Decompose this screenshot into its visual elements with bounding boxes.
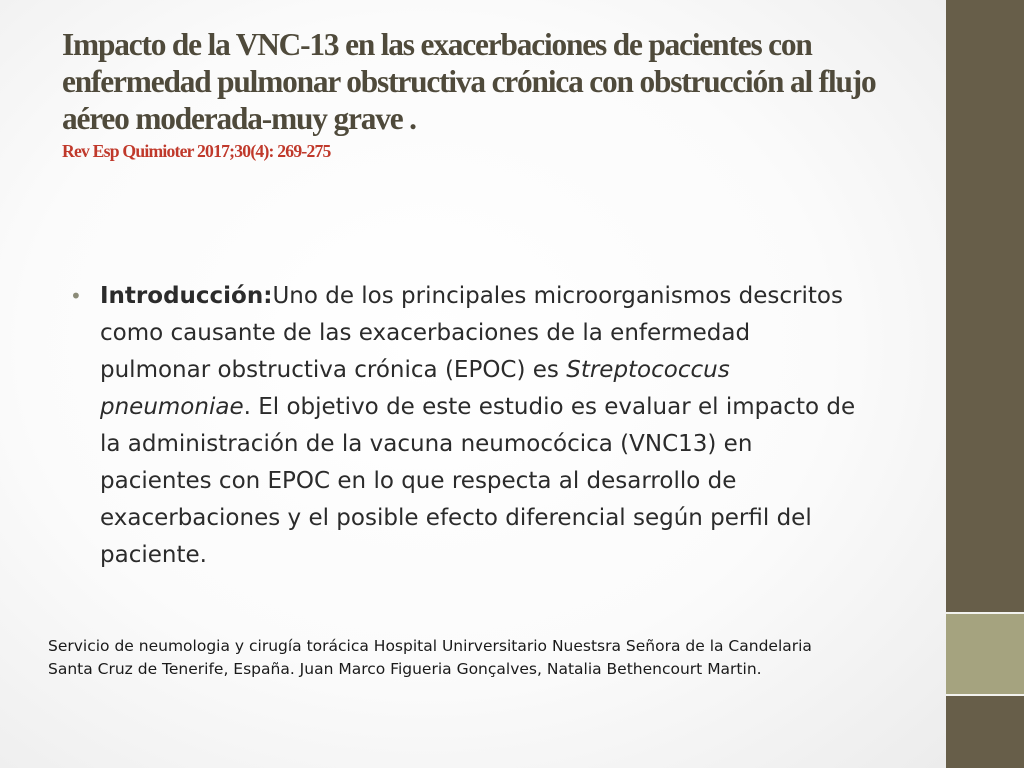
intro-text-part1: Uno de los principales microorganismos descritos como causante de las exacerbaciones de la enfermedad pulmonar obstructiva crónica (EPOC) es: [100, 283, 843, 383]
title-text: Impacto de la VNC-13 en las exacerbaciones de pacientes con enfermedad pulmonar obstructiva crónica con obstrucción al flujo aéreo moderada-muy grave .: [62, 26, 876, 136]
bullet-icon: •: [70, 284, 82, 308]
title-citation: Rev Esp Quimioter 2017;30(4): 269-275: [62, 141, 331, 161]
author-affiliation: [48, 635, 928, 681]
affiliation-line-2: Santa Cruz de Tenerife, España. Juan Marco Figueria Gonçalves, Natalia Bethencourt Martin.: [48, 660, 762, 678]
species-name: Streptococcus pneumoniae: [100, 357, 730, 420]
decorative-sidebar-band: [946, 614, 1024, 694]
intro-label: Introducción:: [100, 283, 273, 309]
decorative-sidebar-line-bottom: [946, 694, 1024, 696]
decorative-sidebar-line-top: [946, 612, 1024, 614]
bullet-item-introduccion: [70, 278, 860, 574]
intro-text-part2: . El objetivo de este estudio es evaluar el impacto de la administración de la vacuna neumocócica (VNC13) en pacientes con EPOC en lo que respecta al desarrollo de exacerbaciones y el posible efecto diferencial según perfil del paciente.: [100, 394, 856, 568]
slide-body: [70, 278, 860, 574]
affiliation-line-1: Servicio de neumologia y cirugía torácica Hospital Unirversitario Nuestsra Señora de la Candelaria: [48, 637, 812, 655]
slide-title: [62, 26, 905, 163]
